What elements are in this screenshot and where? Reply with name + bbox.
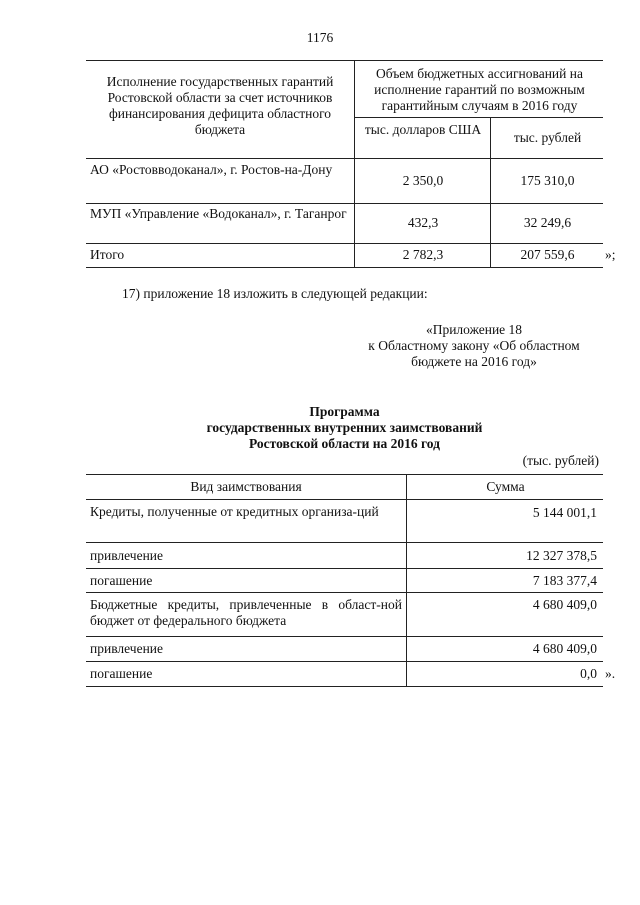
row-total-rub: 207 559,6	[520, 247, 575, 262]
appendix-line-1: «Приложение 18	[425, 322, 523, 337]
row-sum: 4 680 409,0	[532, 597, 597, 612]
row-sum: 4 680 409,0	[532, 641, 597, 656]
row-name: привлечение	[90, 641, 164, 656]
appendix-line-3: бюджете на 2016 год»	[411, 354, 537, 369]
col-header-rub: тыс. рублей	[513, 130, 582, 145]
row-rub: 32 249,6	[523, 215, 572, 230]
row-name: погашение	[90, 573, 153, 588]
row-total-name: Итого	[90, 247, 125, 262]
row-name: Кредиты, полученные от кредитных организа-ций	[90, 504, 379, 519]
row-name: АО «Ростовводоканал», г. Ростов-на-Дону	[90, 162, 333, 177]
page-number: 1176	[306, 30, 334, 45]
item-17-text: 17) приложение 18 изложить в следующей редакции:	[122, 286, 428, 301]
units-label: (тыс. рублей)	[522, 453, 599, 468]
program-title-line-2: государственных внутренних заимствований	[206, 420, 483, 435]
row-sum: 5 144 001,1	[532, 505, 597, 520]
closing-quote: »;	[605, 247, 616, 262]
col-header-borrowing-type: Вид заимствования	[190, 479, 302, 494]
row-usd: 432,3	[407, 215, 439, 230]
row-total-usd: 2 782,3	[402, 247, 444, 262]
col-header-usd: тыс. долларов США	[364, 122, 482, 137]
appendix-line-2: к Областному закону «Об областном	[368, 338, 580, 353]
row-name: Бюджетные кредиты, привлеченные в област-ной бюджет от федерального бюджета	[90, 597, 402, 628]
program-title-line-3: Ростовской области на 2016 год	[249, 436, 440, 451]
borrowings-table	[86, 474, 616, 689]
row-sum: 0,0	[580, 666, 597, 681]
row-sum: 12 327 378,5	[526, 548, 597, 563]
appendix-caption	[346, 322, 602, 370]
row-name: МУП «Управление «Водоканал», г. Таганрог	[90, 206, 347, 221]
closing-quote: ».	[605, 666, 616, 681]
row-rub: 175 310,0	[520, 173, 575, 188]
row-sum: 7 183 377,4	[532, 573, 597, 588]
program-title-line-1: Программа	[309, 404, 380, 419]
col-header-guarantees: Исполнение государственных гарантий Ростовской области за счет источников финансирования дефицита областного бюджета	[106, 74, 334, 137]
program-title	[86, 404, 603, 452]
row-name: привлечение	[90, 548, 164, 563]
row-usd: 2 350,0	[402, 173, 444, 188]
col-header-group: Объем бюджетных ассигнований на исполнение гарантий по возможным гарантийным случаям в 2016 году	[374, 66, 585, 113]
row-name: погашение	[90, 666, 153, 681]
col-header-sum: Сумма	[486, 479, 525, 494]
guarantees-table	[86, 60, 616, 270]
